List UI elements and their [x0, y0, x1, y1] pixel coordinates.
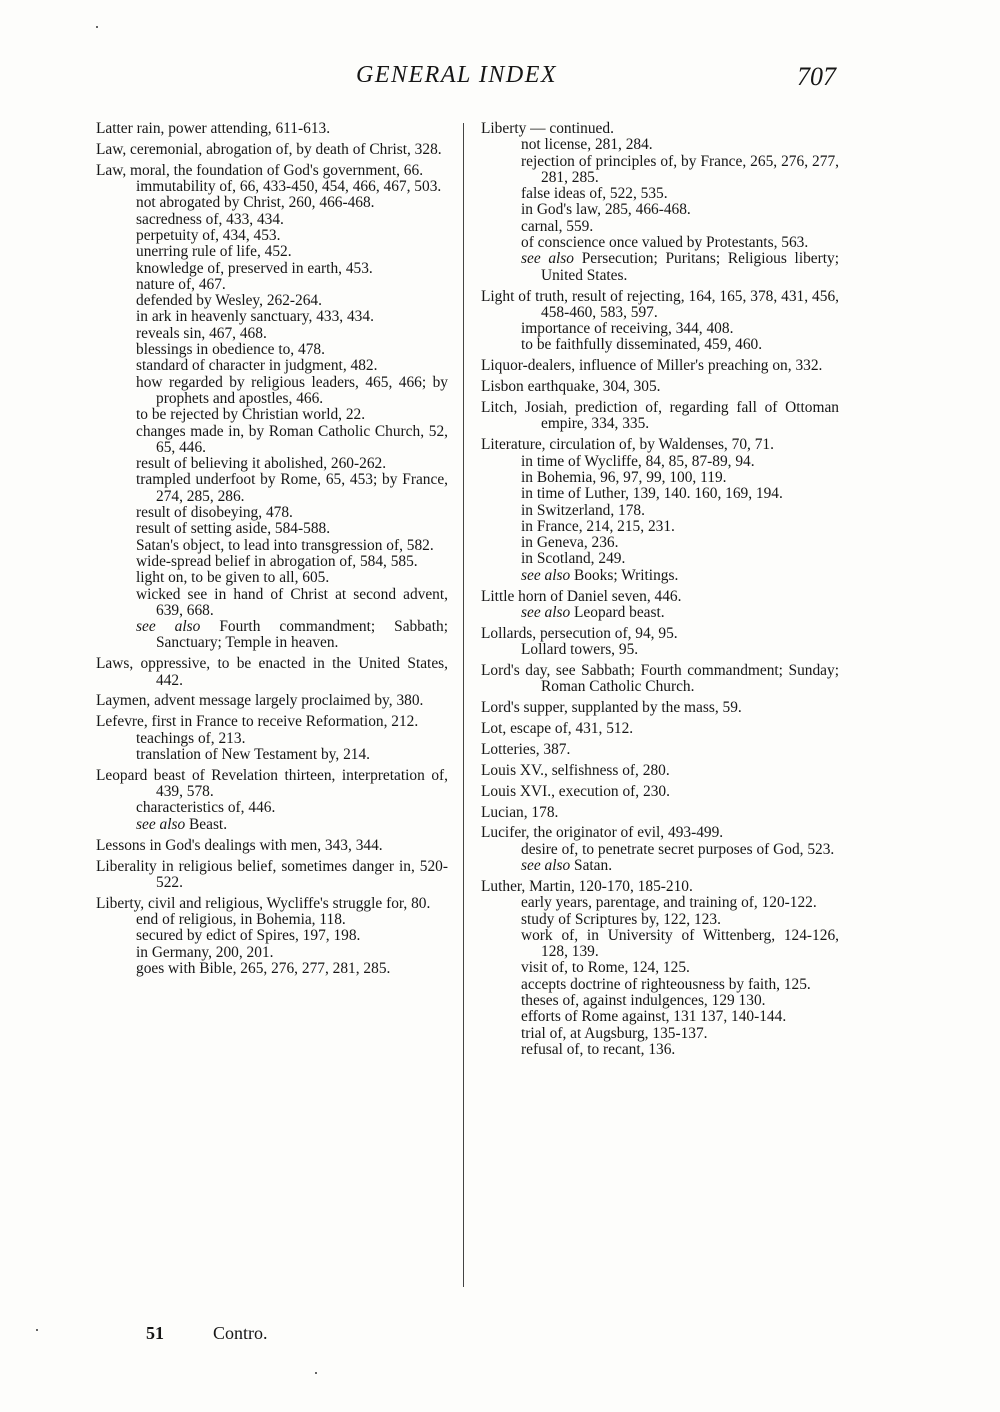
index-entry-heading: Lollards, persecution of, 94, 95.	[481, 624, 678, 642]
index-entry	[96, 838, 448, 854]
index-entry-heading: Lucifer, the originator of evil, 493-499.	[481, 824, 724, 842]
index-subentry	[96, 538, 448, 554]
index-entry	[96, 714, 448, 763]
index-entry	[481, 121, 839, 284]
index-subentry	[481, 1026, 839, 1042]
index-subentry-text: in Bohemia, 96, 97, 99, 100, 119.	[521, 468, 727, 486]
index-entry-heading: Literature, circulation of, by Waldenses, 70, 71.	[481, 436, 774, 454]
index-subentry-text: Satan's object, to lead into transgression of, 582.	[136, 536, 434, 554]
index-subentry	[96, 570, 448, 586]
index-subentry-text: accepts doctrine of righteousness by faith, 125.	[521, 975, 811, 993]
index-subentry	[481, 486, 839, 502]
index-subentry	[481, 977, 839, 993]
index-subentry	[96, 358, 448, 374]
index-subentry-text: wide-spread belief in abrogation of, 584, 585.	[136, 552, 418, 570]
index-subentry	[96, 228, 448, 244]
index-entry-heading: Liberty, civil and religious, Wycliffe's struggle for, 80.	[96, 894, 431, 912]
index-subentry	[481, 470, 839, 486]
index-subentry	[96, 554, 448, 570]
index-subentry-text: result of believing it abolished, 260-262.	[136, 455, 387, 473]
index-subentry-text: rejection of principles of, by France, 265, 276, 277, 281, 285.	[521, 152, 839, 186]
index-entry	[481, 589, 839, 622]
index-subentry-text: theses of, against indulgences, 129 130.	[521, 992, 766, 1010]
index-subentry-text: Books; Writings.	[574, 566, 679, 584]
index-subentry-text: unerring rule of life, 452.	[136, 243, 292, 261]
index-subentry-text: light on, to be given to all, 605.	[136, 569, 330, 587]
index-subentry	[96, 424, 448, 457]
index-subentry	[96, 928, 448, 944]
index-subentry	[96, 912, 448, 928]
index-subentry-text: refusal of, to recant, 136.	[521, 1040, 676, 1058]
index-subentry-text: in ark in heavenly sanctuary, 433, 434.	[136, 308, 374, 326]
index-subentry-text: teachings of, 213.	[136, 729, 246, 747]
index-entry	[96, 656, 448, 689]
index-subentry-text: result of setting aside, 584-588.	[136, 520, 331, 538]
index-subentry-text: in Scotland, 249.	[521, 550, 626, 568]
index-subentry-text: goes with Bible, 265, 276, 277, 281, 285.	[136, 959, 391, 977]
column-divider	[463, 123, 464, 1287]
page-number: 707	[797, 62, 836, 91]
index-subentry	[481, 454, 839, 470]
index-subentry-text: in Switzerland, 178.	[521, 501, 645, 519]
index-entry	[481, 763, 839, 779]
index-entry	[481, 742, 839, 758]
index-entry	[481, 289, 839, 354]
index-subentry-text: in God's law, 285, 466-468.	[521, 201, 691, 219]
index-subentry-text: changes made in, by Roman Catholic Church, 52, 65, 446.	[136, 422, 448, 456]
index-entry-heading: Lord's supper, supplanted by the mass, 59.	[481, 699, 742, 717]
see-also-label: see also	[521, 603, 571, 621]
see-also-label: see also	[521, 857, 571, 875]
index-subentry	[481, 186, 839, 202]
index-entry-heading: Liquor-dealers, influence of Miller's preaching on, 332.	[481, 357, 823, 375]
index-subentry-text: visit of, to Rome, 124, 125.	[521, 959, 690, 977]
index-subentry	[481, 137, 839, 153]
index-subentry	[481, 960, 839, 976]
index-subentry	[96, 179, 448, 195]
index-entry-heading: Lessons in God's dealings with men, 343, 344.	[96, 836, 383, 854]
index-subentry-text: how regarded by religious leaders, 465, 466; by prophets and apostles, 466.	[136, 373, 448, 407]
index-entry	[481, 437, 839, 584]
index-subentry	[481, 642, 839, 658]
index-subentry-text: Lollard towers, 95.	[521, 641, 639, 659]
index-subentry	[481, 895, 839, 911]
index-subentry-text: carnal, 559.	[521, 217, 594, 235]
index-subentry-text: in time of Luther, 139, 140. 160, 169, 194.	[521, 485, 783, 503]
index-subentry	[481, 535, 839, 551]
index-subentry	[481, 842, 839, 858]
index-entry-heading: Latter rain, power attending, 611-613.	[96, 120, 331, 137]
index-entry	[96, 768, 448, 833]
index-entry-heading: Law, ceremonial, abrogation of, by death of Christ, 328.	[96, 140, 442, 158]
index-entry-heading: Lucian, 178.	[481, 803, 559, 821]
index-subentry-text: work of, in University of Wittenberg, 124-126, 128, 139.	[521, 926, 839, 961]
index-subentry-text: early years, parentage, and training of, 120-122.	[521, 894, 817, 912]
index-subentry-text: defended by Wesley, 262-264.	[136, 292, 322, 310]
running-head: GENERAL INDEX	[356, 62, 558, 88]
index-subentry-text: standard of character in judgment, 482.	[136, 357, 378, 375]
index-subentry-text: result of disobeying, 478.	[136, 504, 293, 522]
index-entry-heading: Law, moral, the foundation of God's government, 66.	[96, 161, 424, 179]
index-subentry-text: in France, 214, 215, 231.	[521, 517, 675, 535]
index-entry	[481, 400, 839, 433]
index-entry	[481, 358, 839, 374]
index-entry-heading: Laws, oppressive, to be enacted in the United States, 442.	[96, 655, 448, 689]
index-entry-heading: Liberality in religious belief, sometimes danger in, 520-522.	[96, 857, 448, 891]
index-subentry-text: trampled underfoot by Rome, 65, 453; by France, 274, 285, 286.	[136, 471, 448, 505]
index-subentry-text: Fourth commandment; Sabbath; Sanctuary; Temple in heaven.	[156, 618, 449, 652]
index-subentry	[96, 800, 448, 816]
index-subentry	[481, 251, 839, 284]
index-subentry-text: Beast.	[189, 815, 228, 833]
index-subentry-text: Persecution; Puritans; Religious liberty; United States.	[541, 250, 839, 284]
index-entry-heading: Liberty — continued.	[481, 120, 614, 137]
index-subentry-text: end of religious, in Bohemia, 118.	[136, 911, 346, 928]
index-subentry	[96, 212, 448, 228]
index-subentry	[96, 817, 448, 833]
index-subentry-text: study of Scriptures by, 122, 123.	[521, 910, 721, 928]
index-entry	[481, 879, 839, 1058]
index-entry	[481, 663, 839, 696]
index-entry	[481, 825, 839, 874]
index-subentry	[481, 928, 839, 961]
index-subentry-text: blessings in obedience to, 478.	[136, 341, 325, 359]
index-subentry	[481, 912, 839, 928]
index-subentry	[96, 521, 448, 537]
index-subentry-text: efforts of Rome against, 131 137, 140-144.	[521, 1008, 787, 1026]
index-entry	[96, 896, 448, 977]
index-entry-heading: Lotteries, 387.	[481, 740, 571, 758]
index-subentry-text: desire of, to penetrate secret purposes of God, 523.	[521, 840, 835, 858]
index-entry-heading: Leopard beast of Revelation thirteen, interpretation of, 439, 578.	[96, 766, 448, 801]
index-subentry-text: importance of receiving, 344, 408.	[521, 320, 734, 338]
index-subentry-text: trial of, at Augsburg, 135-137.	[521, 1024, 708, 1042]
index-subentry	[96, 326, 448, 342]
index-subentry	[96, 195, 448, 211]
index-subentry-text: to be rejected by Christian world, 22.	[136, 406, 366, 424]
index-subentry-text: of conscience once valued by Protestants, 563.	[521, 234, 809, 252]
index-subentry	[96, 375, 448, 408]
index-subentry	[96, 961, 448, 977]
index-subentry-text: translation of New Testament by, 214.	[136, 745, 371, 763]
see-also-label: see also	[136, 618, 201, 636]
index-entry	[96, 859, 448, 892]
index-subentry-text: to be faithfully disseminated, 459, 460.	[521, 336, 763, 354]
index-subentry	[96, 456, 448, 472]
index-subentry	[481, 154, 839, 187]
index-subentry	[481, 219, 839, 235]
see-also-label: see also	[136, 815, 186, 833]
index-entry	[481, 379, 839, 395]
index-subentry	[96, 309, 448, 325]
index-subentry	[481, 202, 839, 218]
index-subentry	[481, 551, 839, 567]
paper-speck	[315, 1372, 317, 1374]
index-entry	[96, 693, 448, 709]
index-subentry	[481, 993, 839, 1009]
index-subentry-text: in Germany, 200, 201.	[136, 943, 274, 961]
index-entry-heading: Litch, Josiah, prediction of, regarding fall of Ottoman empire, 334, 335.	[481, 399, 839, 433]
index-subentry-text: nature of, 467.	[136, 275, 226, 293]
index-subentry	[96, 407, 448, 423]
index-subentry	[96, 261, 448, 277]
see-also-label: see also	[521, 566, 571, 584]
see-also-label: see also	[521, 250, 574, 268]
index-subentry	[481, 1042, 839, 1058]
index-subentry	[96, 587, 448, 620]
index-subentry	[481, 235, 839, 251]
index-subentry	[481, 568, 839, 584]
index-entry	[481, 700, 839, 716]
index-entry-heading: Lefevre, first in France to receive Reformation, 212.	[96, 713, 419, 731]
index-entry-heading: Louis XV., selfishness of, 280.	[481, 761, 670, 779]
index-entry-heading: Lisbon earthquake, 304, 305.	[481, 378, 661, 396]
index-entry	[96, 163, 448, 652]
index-subentry-text: wicked see in hand of Christ at second advent, 639, 668.	[136, 585, 448, 619]
index-subentry	[481, 337, 839, 353]
index-entry	[481, 721, 839, 737]
index-entry	[481, 805, 839, 821]
index-subentry	[96, 244, 448, 260]
index-subentry	[96, 731, 448, 747]
index-subentry	[96, 747, 448, 763]
index-subentry-text: in time of Wycliffe, 84, 85, 87-89, 94.	[521, 452, 755, 470]
index-subentry-text: not license, 281, 284.	[521, 136, 653, 154]
index-entry	[481, 784, 839, 800]
index-subentry-text: not abrogated by Christ, 260, 466-468.	[136, 194, 375, 212]
index-subentry	[96, 293, 448, 309]
index-subentry	[481, 321, 839, 337]
index-subentry-text: secured by edict of Spires, 197, 198.	[136, 927, 361, 945]
index-subentry	[96, 342, 448, 358]
index-entry	[96, 121, 448, 137]
index-subentry-text: immutability of, 66, 433-450, 454, 466, 467, 503.	[136, 178, 442, 196]
index-subentry-text: Leopard beast.	[574, 603, 665, 621]
index-subentry-text: characteristics of, 446.	[136, 799, 276, 817]
index-subentry-text: reveals sin, 467, 468.	[136, 324, 267, 342]
index-subentry-text: perpetuity of, 434, 453.	[136, 226, 281, 244]
index-subentry	[481, 605, 839, 621]
index-subentry-text: sacredness of, 433, 434.	[136, 210, 284, 228]
index-entry	[481, 626, 839, 659]
index-subentry	[481, 503, 839, 519]
signature-name: Contro.	[213, 1323, 268, 1343]
paper-speck	[36, 1329, 38, 1331]
paper-speck	[96, 26, 98, 28]
index-column-right	[481, 121, 839, 1063]
index-entry	[96, 142, 448, 158]
index-subentry-text: Satan.	[574, 857, 613, 875]
index-subentry-text: knowledge of, preserved in earth, 453.	[136, 259, 373, 277]
index-entry-heading: Louis XVI., execution of, 230.	[481, 782, 670, 800]
index-subentry	[481, 519, 839, 535]
index-subentry	[481, 1009, 839, 1025]
index-subentry-text: in Geneva, 236.	[521, 534, 619, 552]
index-entry-heading: Lord's day, see Sabbath; Fourth commandment; Sunday; Roman Catholic Church.	[481, 661, 839, 696]
index-subentry	[96, 277, 448, 293]
index-subentry	[96, 472, 448, 505]
index-subentry	[96, 505, 448, 521]
index-entry-heading: Light of truth, result of rejecting, 164, 165, 378, 431, 456, 458-460, 583, 597.	[481, 287, 839, 321]
index-subentry	[481, 858, 839, 874]
index-subentry	[96, 945, 448, 961]
index-subentry	[96, 619, 448, 652]
index-subentry-text: false ideas of, 522, 535.	[521, 185, 668, 203]
index-entry-heading: Lot, escape of, 431, 512.	[481, 720, 634, 738]
signature-number: 51	[146, 1323, 164, 1343]
index-column-left	[96, 121, 448, 982]
index-entry-heading: Laymen, advent message largely proclaimed by, 380.	[96, 692, 424, 710]
index-entry-heading: Luther, Martin, 120-170, 185-210.	[481, 877, 693, 895]
index-entry-heading: Little horn of Daniel seven, 446.	[481, 587, 682, 605]
